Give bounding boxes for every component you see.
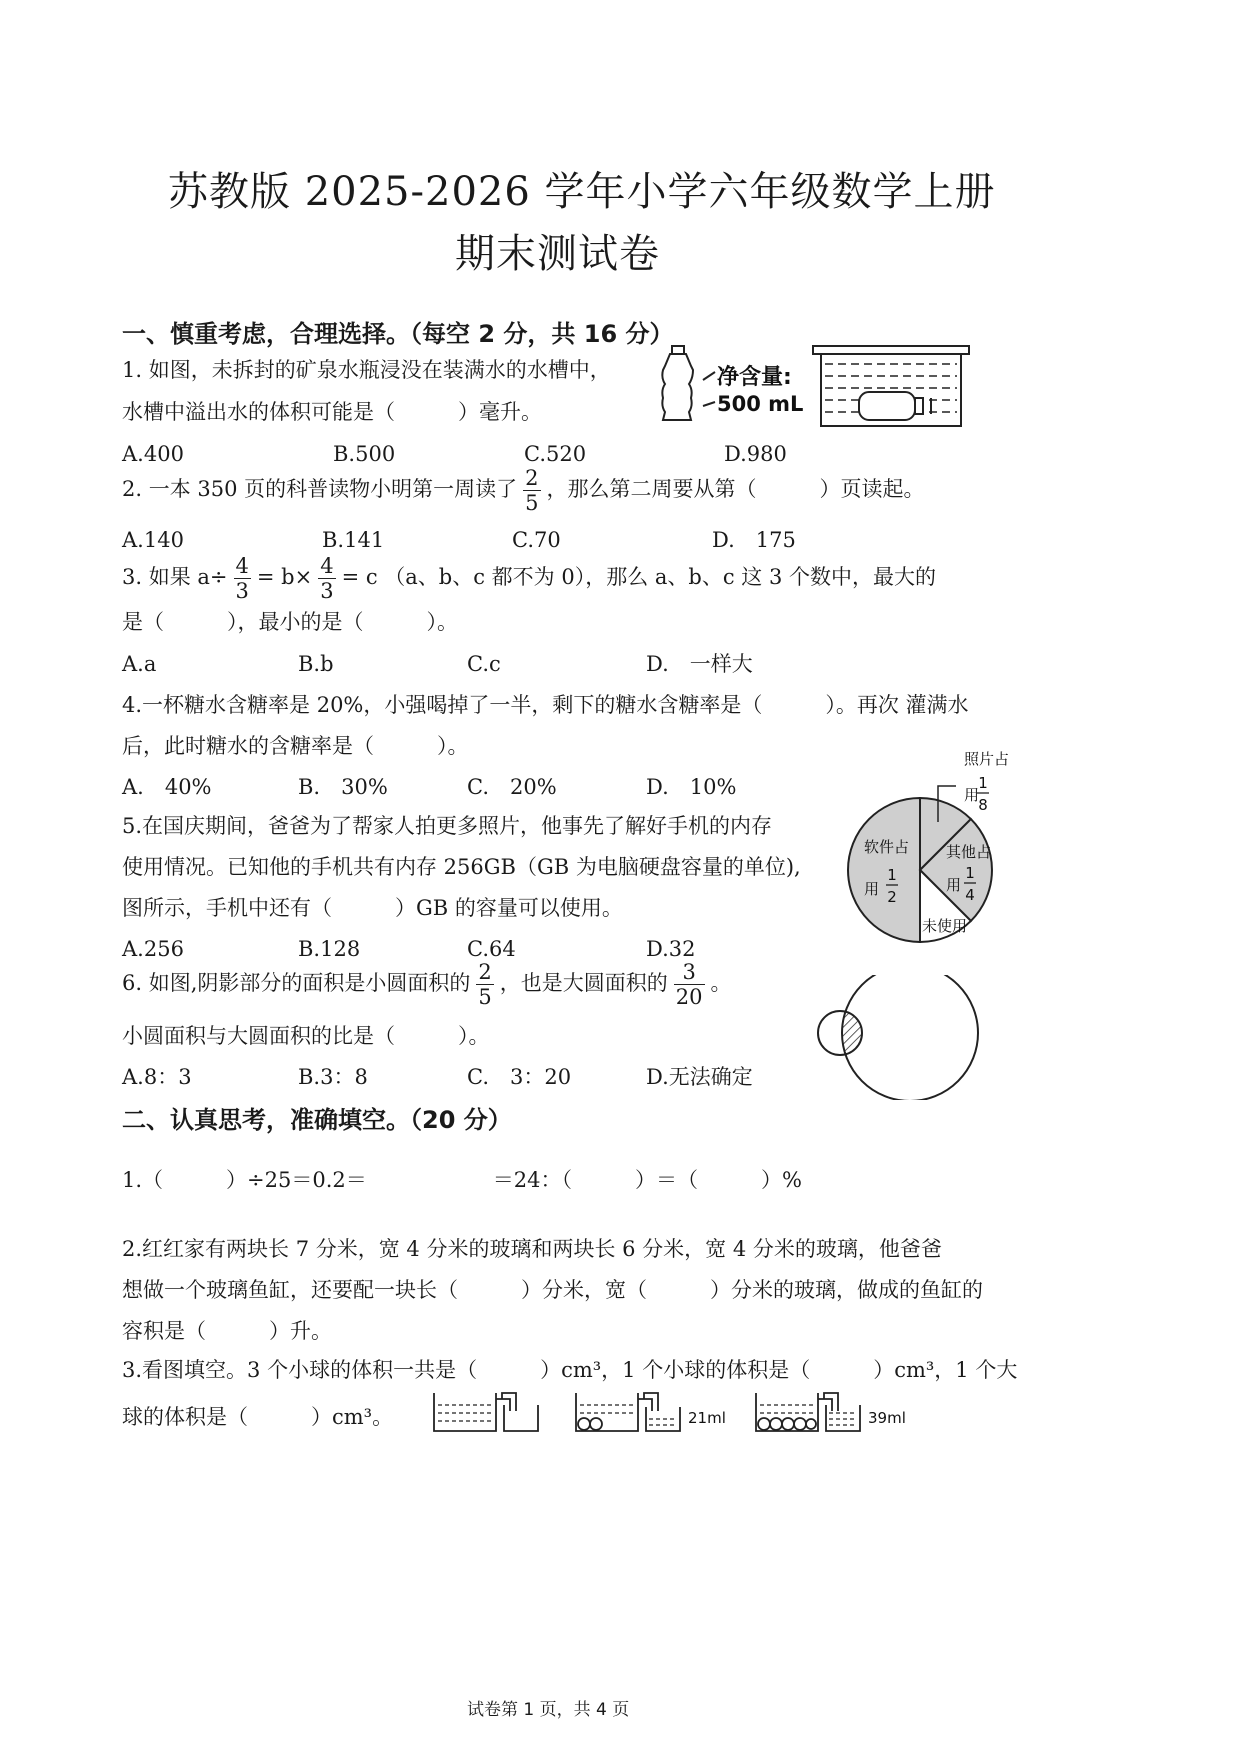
svg-text:8: 8 <box>978 796 988 814</box>
q6-option-c: C. 3：20 <box>467 1065 572 1089</box>
q6-option-a: A.8：3 <box>122 1065 192 1089</box>
page-footer: 试卷第 1 页，共 4 页 <box>467 1700 630 1720</box>
svg-text:1: 1 <box>978 774 988 792</box>
q4-option-c: C. 20% <box>467 775 557 799</box>
s2-q3-line1: 3.看图填空。3 个小球的体积一共是（ ）cm³，1 个小球的体积是（ ）cm³，1 个大 <box>122 1358 1018 1382</box>
s2-q1: 1.（ ）÷25＝0.2＝ ＝24：（ ）＝（ ）% <box>122 1168 802 1192</box>
svg-text:1: 1 <box>965 864 975 882</box>
bottle-icon <box>662 346 693 420</box>
software-slice <box>848 798 920 942</box>
volume-label-21: 21ml <box>688 1409 726 1427</box>
net-content-label: 净含量: <box>717 365 792 390</box>
q1-option-d: D.980 <box>724 442 787 466</box>
overlapping-circles-figure <box>810 975 1010 1100</box>
q3-stem-line2: 是（ ），最小的是（ ）。 <box>122 610 458 634</box>
svg-text:用: 用 <box>946 876 962 894</box>
page-title-line2: 期末测试卷 <box>455 231 660 277</box>
q4-line2: 后，此时糖水的含糖率是（ ）。 <box>122 734 469 758</box>
q5-option-b: B.128 <box>298 937 361 961</box>
volume-label: 500 mL <box>717 392 804 416</box>
container-empty <box>434 1393 538 1431</box>
page-title-line1: 苏教版 2025-2026 学年小学六年级数学上册 <box>168 169 996 215</box>
container-small-balls <box>756 1393 860 1431</box>
q6-option-d: D.无法确定 <box>646 1065 753 1089</box>
q5-line1: 5.在国庆期间，爸爸为了帮家人拍更多照片，他事先了解好手机的内存 <box>122 814 773 838</box>
q2-option-d: D. 175 <box>712 528 796 552</box>
section2-heading: 二、认真思考，准确填空。（20 分） <box>122 1106 512 1134</box>
q1-option-a: A.400 <box>122 442 184 466</box>
q3-option-d: D. 一样大 <box>646 652 753 676</box>
q1-option-c: C.520 <box>524 442 587 466</box>
memory-pie-chart <box>830 740 1030 955</box>
container-big-ball <box>576 1393 680 1431</box>
q2-option-a: A.140 <box>122 528 184 552</box>
q3-option-b: B.b <box>298 652 334 676</box>
svg-text:2: 2 <box>887 888 897 906</box>
q2-fraction: $\frac{2}{5}$ <box>525 466 539 515</box>
svg-text:用: 用 <box>964 786 980 804</box>
svg-text:软件占: 软件占 <box>864 838 910 856</box>
q3-option-c: C.c <box>467 652 501 676</box>
s2-q2-line1: 2.红红家有两块长 7 分米，宽 4 分米的玻璃和两块长 6 分米，宽 4 分米的玻璃，他爸爸 <box>122 1237 942 1261</box>
q5-option-c: C.64 <box>467 937 516 961</box>
q6-fraction2: $\frac{3}{20}$ <box>675 960 703 1009</box>
q3-fraction1: $\frac{4}{3}$ <box>235 554 249 603</box>
section1-heading: 一、慎重考虑，合理选择。（每空 2 分，共 16 分） <box>122 320 674 348</box>
q1-option-b: B.500 <box>333 442 396 466</box>
volume-label-39: 39ml <box>868 1409 906 1427</box>
q3-option-a: A.a <box>122 652 157 676</box>
water-tank-icon <box>813 346 969 426</box>
q3-fraction2: $\frac{4}{3}$ <box>320 554 334 603</box>
q6-stem-line1: 6. 如图,阴影部分的面积是小圆面积的 $\frac{2}{5}$ ，也是大圆面积的 $\frac{3}{20}$ 。 <box>122 960 732 1009</box>
s2-q3-line2: 球的体积是（ ）cm³。 <box>122 1405 394 1429</box>
q4-option-a: A. 40% <box>122 775 212 799</box>
q4-option-b: B. 30% <box>298 775 388 799</box>
q1-line1: 1. 如图，未拆封的矿泉水瓶浸没在装满水的水槽中， <box>122 358 611 382</box>
svg-text:其他占: 其他占 <box>946 843 992 861</box>
q5-line2: 使用情况。已知他的手机共有内存 256GB（GB 为电脑硬盘容量的单位), <box>122 855 801 879</box>
q5-option-d: D.32 <box>646 937 696 961</box>
q2-option-b: B.141 <box>322 528 385 552</box>
q2-stem: 2. 一本 350 页的科普读物小明第一周读了 $\frac{2}{5}$ ，那么第二周要从第（ ）页读起。 <box>122 466 925 515</box>
q4-option-d: D. 10% <box>646 775 737 799</box>
q1-line2: 水槽中溢出水的体积可能是（ ）毫升。 <box>122 400 542 424</box>
svg-text:1: 1 <box>887 866 897 884</box>
svg-text:4: 4 <box>965 886 975 904</box>
q3-stem-line1: 3. 如果 a÷ $\frac{4}{3}$ = b× $\frac{4}{3}$ = c （a、b、c 都不为 0），那么 a、b、c 这 3 个数中，最大的 <box>122 554 937 603</box>
water-bottle-tank-figure <box>655 340 975 432</box>
q5-line3: 图所示，手机中还有（ ）GB 的容量可以使用。 <box>122 896 623 920</box>
svg-text:用: 用 <box>864 880 880 898</box>
s2-q2-line2: 想做一个玻璃鱼缸，还要配一块长（ ）分米，宽（ ）分米的玻璃，做成的鱼缸的 <box>122 1278 983 1302</box>
q6-stem-line2: 小圆面积与大圆面积的比是（ ）。 <box>122 1024 490 1048</box>
q2-option-c: C.70 <box>512 528 561 552</box>
svg-text:照片占: 照片占 <box>964 750 1010 768</box>
q5-option-a: A.256 <box>122 937 184 961</box>
q6-fraction1: $\frac{2}{5}$ <box>478 960 492 1009</box>
q6-option-b: B.3：8 <box>298 1065 368 1089</box>
q4-line1: 4.一杯糖水含糖率是 20%，小强喝掉了一半，剩下的糖水含糖率是（ ）。再次 灌满水 <box>122 693 969 717</box>
s2-q2-line3: 容积是（ ）升。 <box>122 1319 332 1343</box>
svg-text:未使用: 未使用 <box>922 917 968 935</box>
ball-displacement-figure <box>430 1385 910 1437</box>
